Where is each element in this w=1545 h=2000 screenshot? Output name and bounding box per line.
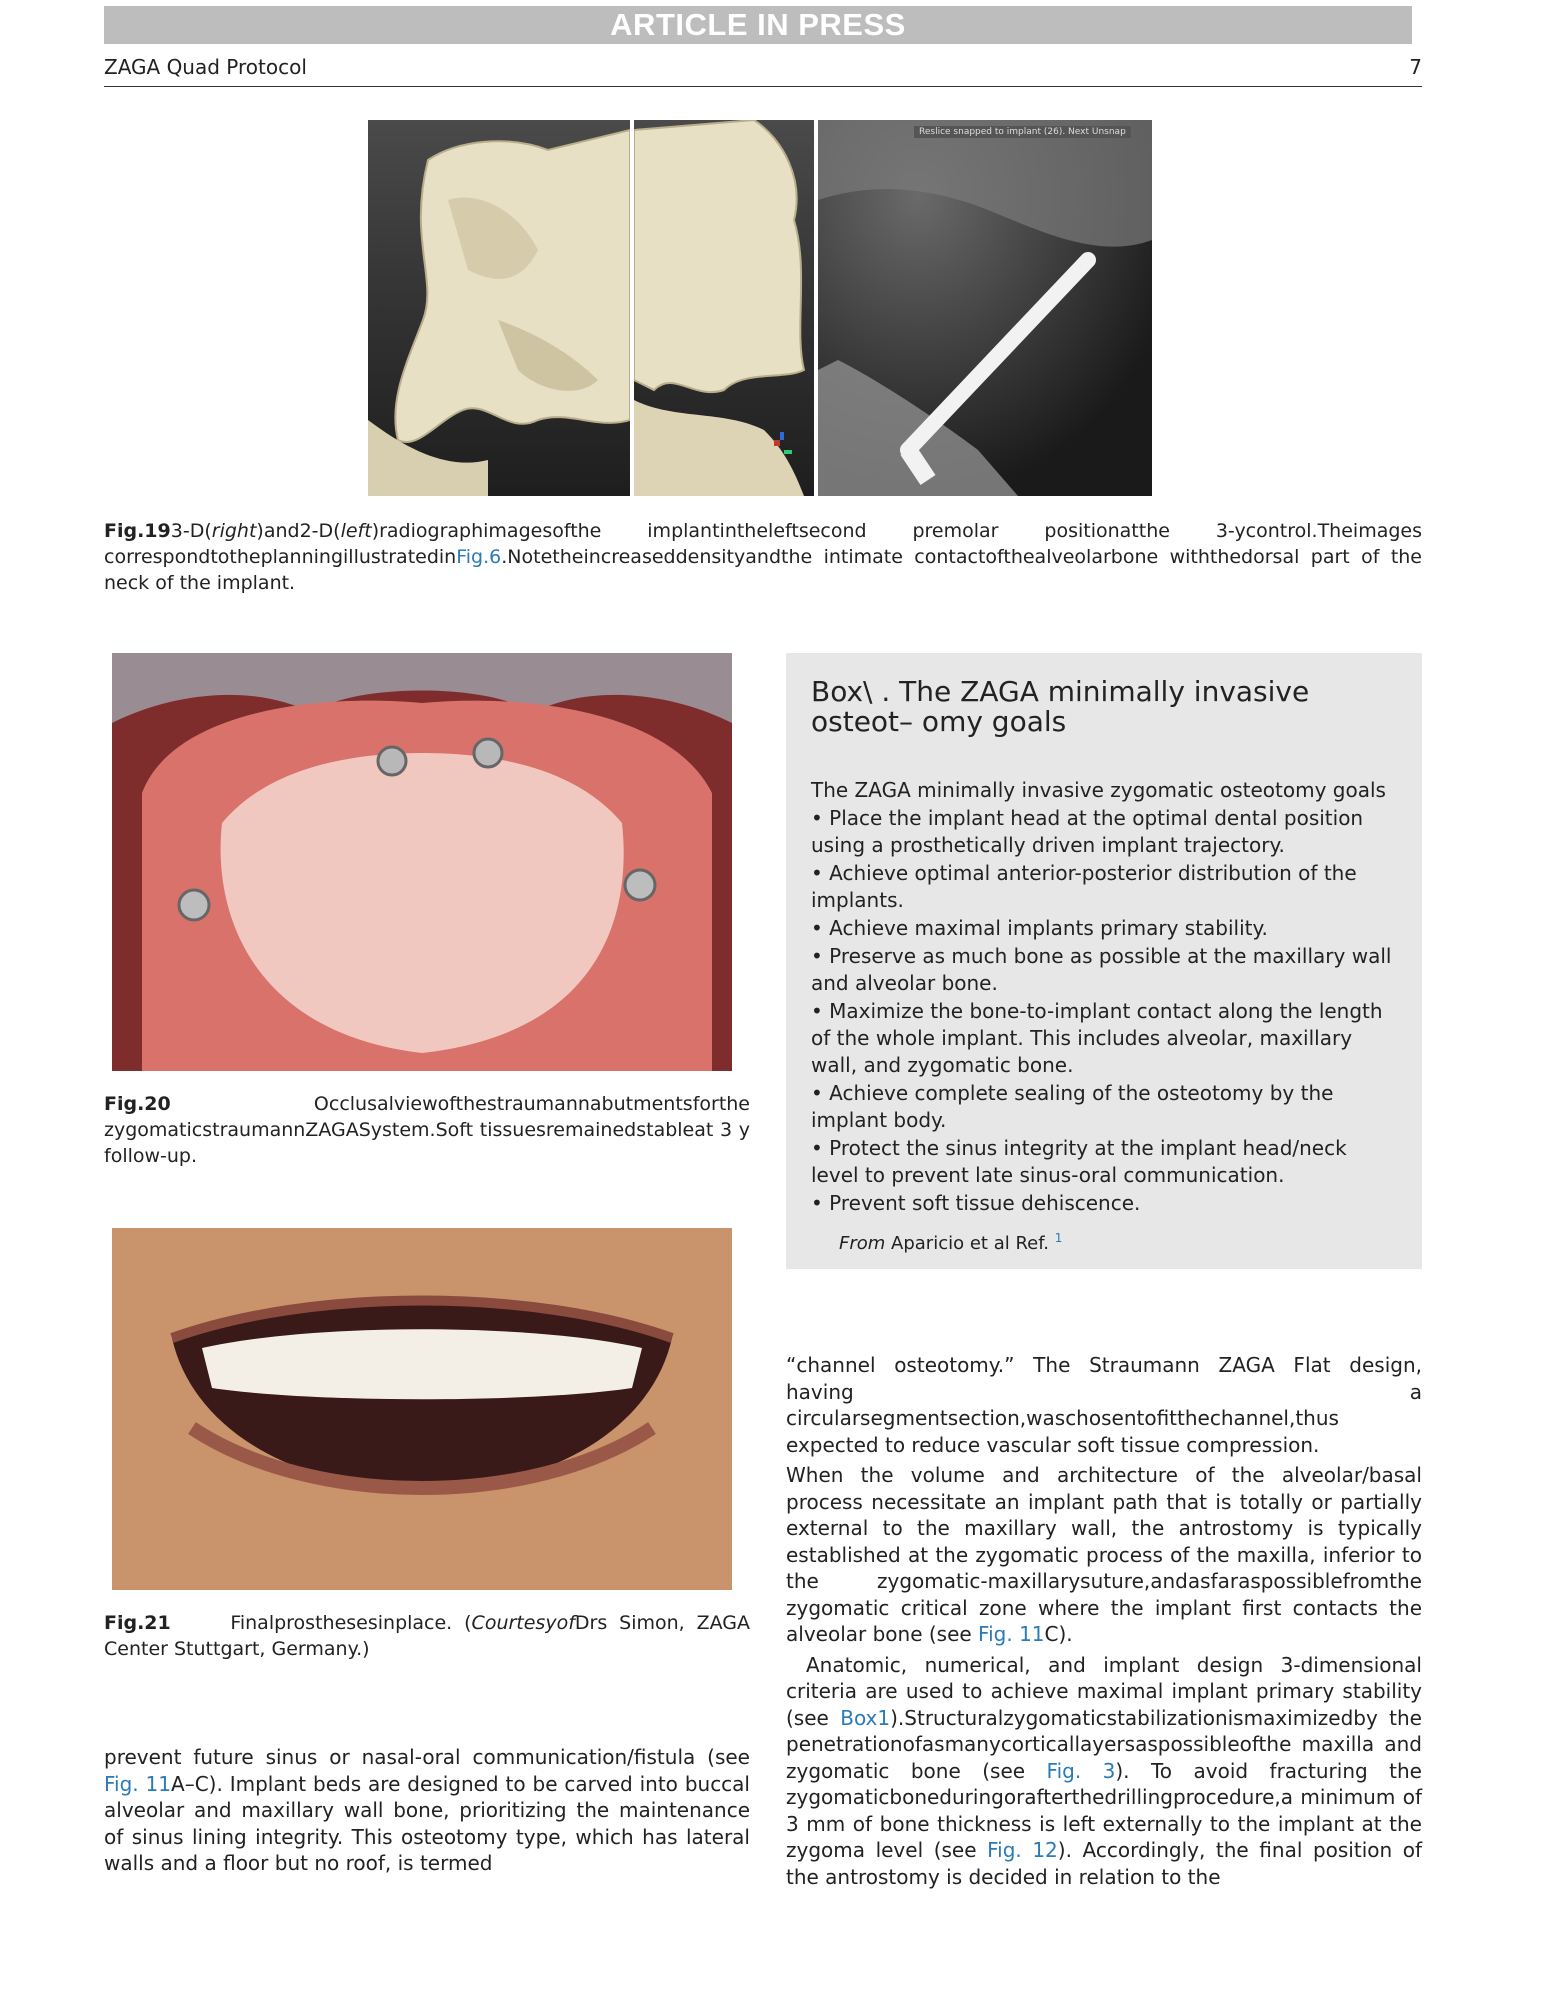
ref-1-link[interactable]: 1 [1054, 1231, 1063, 1245]
box-1-link[interactable]: Box1 [840, 1705, 891, 1730]
paragraph [786, 1652, 1422, 1891]
box-1-items [811, 805, 1398, 1217]
smile-image [112, 1228, 732, 1590]
box-item: • Preserve as much bone as possible at the maxillary wall and alveolar bone. [811, 944, 1392, 995]
figure-21-caption [104, 1610, 750, 1662]
paragraph [104, 1744, 750, 1877]
figure-21-label: Fig.21 [104, 1612, 171, 1634]
fig-3-link[interactable]: Fig. 3 [1046, 1758, 1116, 1783]
box-item: • Place the implant head at the optimal dental position using a prosthetically driven implant trajectory. [811, 806, 1364, 857]
left-column-body [104, 1744, 750, 1881]
source-text: Aparicio et al Ref. [885, 1233, 1049, 1254]
right-column-body [786, 1352, 1422, 1894]
caption-text: 3-D( [170, 520, 212, 542]
figure-19-caption [104, 518, 1422, 596]
figure-19-3d-left-panel [368, 120, 630, 496]
body-text: prevent future sinus or nasal-oral communication/fistula (see [104, 1745, 750, 1769]
box-item: • Achieve maximal implants primary stability. [811, 916, 1268, 940]
caption-italic: Courtesyof [471, 1612, 575, 1634]
box-item: • Protect the sinus integrity at the implant head/neck level to prevent late sinus-oral communication. [811, 1136, 1347, 1187]
figure-19-label: Fig.19 [104, 520, 171, 542]
fig-11-link[interactable]: Fig. 11 [978, 1622, 1045, 1646]
figure-19 [368, 120, 1152, 496]
caption-text: )radiographimagesofthe implantintheleftsecond premolar positionatthe 3-ycontrol.Theimages correspondtotheplanningillustratedin [104, 520, 1422, 568]
body-text: ). Accordingly, the final position of the antrostomy is decided in relation to the [786, 1838, 1423, 1889]
caption-italic: left [340, 520, 372, 542]
bone-render-right [634, 120, 814, 496]
box-item: • Achieve optimal anterior-posterior distribution of the implants. [811, 861, 1357, 912]
source-italic: From [839, 1233, 886, 1254]
caption-italic: right [211, 520, 257, 542]
box-1-source [811, 1231, 1398, 1254]
figure-21-photo [112, 1228, 732, 1590]
paragraph: “channel osteotomy.” The Straumann ZAGA Flat design, having a circularsegmentsection,waschosentofitthechannel,thus expected to reduce vascular soft tissue compression. [786, 1353, 1422, 1457]
running-head-title: ZAGA Quad Protocol [104, 55, 307, 79]
box-item: • Prevent soft tissue dehiscence. [811, 1191, 1141, 1215]
figure-19-3d-right-panel [634, 120, 814, 496]
body-text: ).Structuralzygomaticstabilizationismaximizedby the penetrationofasmanycorticallayersaspossibleofthe maxilla and zygomatic bone (see [786, 1705, 1422, 1783]
caption-text: .Notetheincreaseddensityandthe intimate contactofthealveolarbone withthedorsal part of the neck of the implant. [104, 546, 1422, 594]
ct-scan-image [818, 120, 1152, 496]
running-head [104, 55, 1422, 79]
body-text: A–C). Implant beds are designed to be carved into buccal alveolar and maxillary wall bone, prioritizing the maintenance of sinus lining integrity. This osteotomy type, which has lateral walls and a floor but no roof, is termed [104, 1771, 750, 1875]
ct-reslice-overlay[interactable]: Reslice snapped to implant (26). Next Unsnap [914, 126, 1131, 138]
box-1 [786, 653, 1422, 1269]
fig-12-link[interactable]: Fig. 12 [987, 1838, 1058, 1862]
body-text: C). [1044, 1622, 1073, 1646]
bone-render-left [368, 120, 630, 496]
body-text: When the volume and architecture of the alveolar/basal process necessitate an implant path that is totally or partially external to the maxillary wall, the antrostomy is typically established at the zygomatic process of the maxilla, inferior to the zygomatic-maxillarysuture,andasfaraspossiblefromthe zygomatic critical zone where the implant first contacts the alveolar bone (see [786, 1463, 1422, 1646]
body-text: Anatomic, numerical, and implant design 3-dimensional criteria are used to achieve maximal implant primary stability (see [786, 1652, 1422, 1730]
caption-text: Finalprosthesesinplace. ( [230, 1612, 472, 1634]
occlusal-view-image [112, 653, 732, 1071]
box-1-title: Box\ . The ZAGA minimally invasive osteot– omy goals [811, 675, 1310, 738]
figure-20-caption [104, 1091, 750, 1169]
box-item: • Maximize the bone-to-implant contact along the length of the whole implant. This includes alveolar, maxillary wall, and zygomatic bone. [811, 999, 1383, 1077]
box-item: • Achieve complete sealing of the osteotomy by the implant body. [811, 1081, 1334, 1132]
caption-text: )and2-D( [256, 520, 341, 542]
header-rule [104, 86, 1422, 87]
fig-11-link[interactable]: Fig. 11 [104, 1771, 172, 1796]
page-number: 7 [1409, 55, 1422, 79]
figure-19-2d-ct-panel [818, 120, 1152, 496]
article-in-press-banner: ARTICLE IN PRESS [104, 6, 1412, 44]
caption-text: Drs Simon, ZAGA Center Stuttgart, Germany.) [104, 1612, 750, 1660]
caption-text: Occlusalviewofthestraumannabutmentsforthe zygomaticstraumannZAGASystem.Soft tissuesremainedstableat 3 y follow-up. [104, 1093, 750, 1167]
body-text: ). To avoid fracturing the zygomaticboneduringorafterthedrillingprocedure,a minimum of 3 mm of bone thickness is left externally to the implant at the zygoma level (see [786, 1758, 1422, 1862]
box-1-lead: The ZAGA minimally invasive zygomatic osteotomy goals [811, 778, 1386, 802]
fig-6-link[interactable]: Fig.6 [456, 546, 502, 568]
paragraph [786, 1462, 1422, 1648]
figure-20-photo [112, 653, 732, 1071]
figure-20-label: Fig.20 [104, 1093, 171, 1115]
